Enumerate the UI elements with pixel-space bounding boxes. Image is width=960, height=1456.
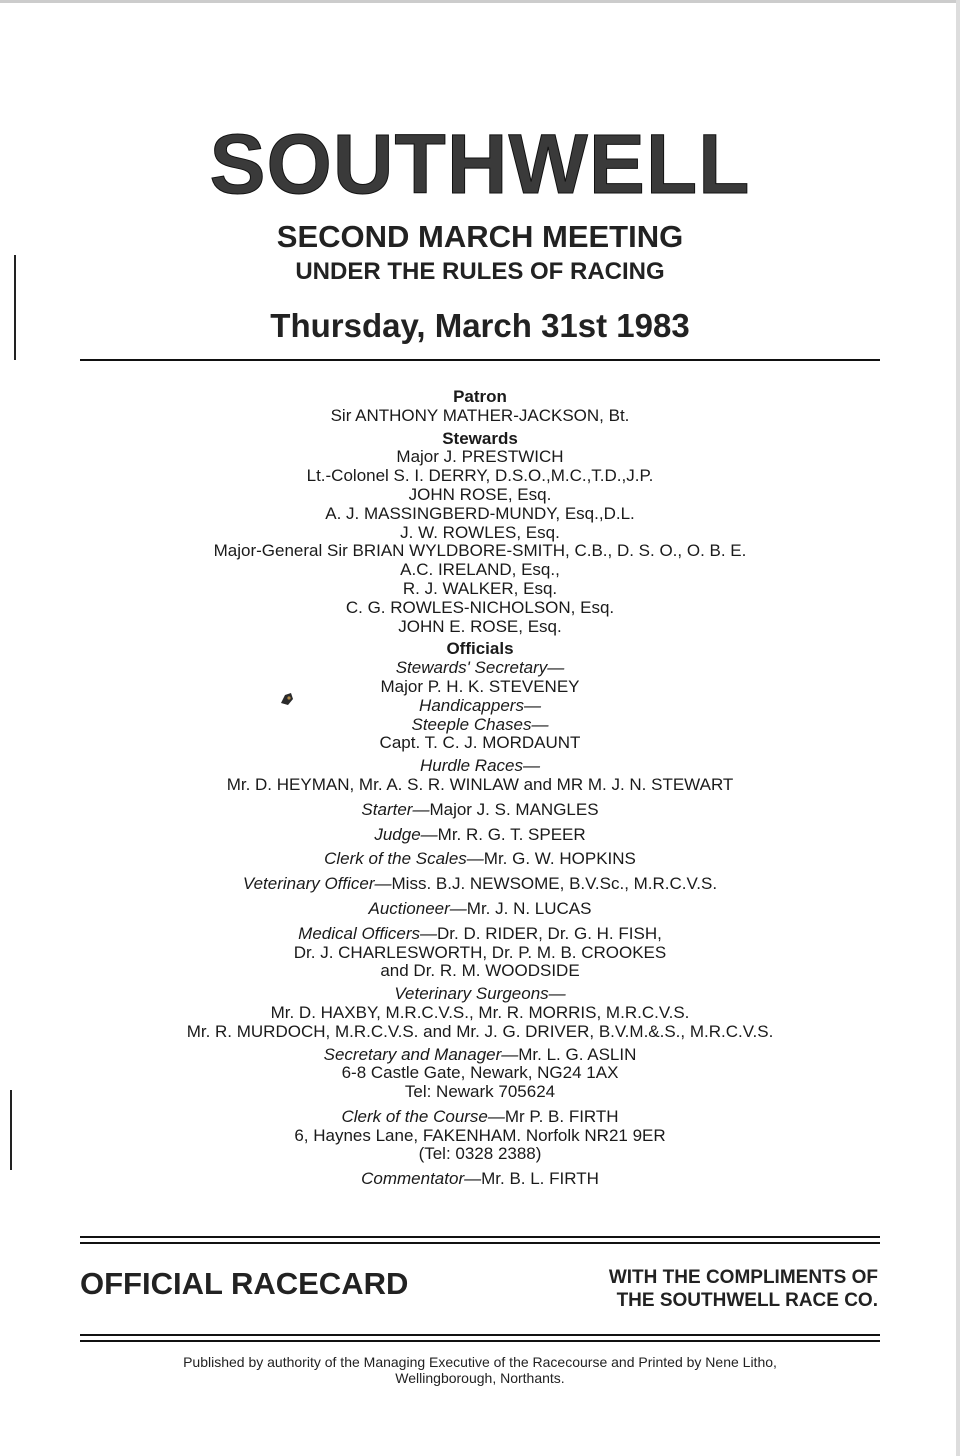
commentator-line <box>60 1170 900 1189</box>
secretary-address: 6-8 Castle Gate, Newark, NG24 1AX <box>341 1063 619 1083</box>
auctioneer-line <box>60 900 900 919</box>
binding-mark <box>10 1090 12 1170</box>
judge-role: Judge— <box>374 824 438 844</box>
secretary-telephone: Tel: Newark 705624 <box>404 1082 556 1102</box>
commentator-name: Mr. B. L. FIRTH <box>481 1169 599 1189</box>
steward-name: JOHN ROSE, Esq. <box>408 484 552 504</box>
vet-officer-name: Miss. B.J. NEWSOME, B.V.Sc., M.R.C.V.S. <box>391 874 718 894</box>
official-racecard-label: OFFICIAL RACECARD <box>80 1266 409 1301</box>
vet-surgeons-role: Veterinary Surgeons— <box>394 984 566 1004</box>
medical-names: Dr. D. RIDER, Dr. G. H. FISH, <box>437 923 662 943</box>
patron-name: Sir ANTHONY MATHER-JACKSON, Bt. <box>330 405 630 425</box>
compliments-block <box>609 1266 878 1312</box>
vet-surgeons-names: Mr. D. HAXBY, M.R.C.V.S., Mr. R. MORRIS, M.R.C.V.S. <box>270 1002 690 1022</box>
commentator-role: Commentator— <box>361 1169 482 1189</box>
starter-role: Starter— <box>361 799 430 819</box>
officials-heading: Officials <box>446 639 514 659</box>
clerk-course-line <box>60 1108 900 1127</box>
medical-names: Dr. J. CHARLESWORTH, Dr. P. M. B. CROOKES <box>293 942 667 962</box>
clerk-scales-name: Mr. G. W. HOPKINS <box>483 849 636 869</box>
clerk-course-role: Clerk of the Course— <box>341 1106 505 1126</box>
auctioneer-role: Auctioneer— <box>368 898 467 918</box>
page-top-edge <box>0 0 960 3</box>
clerk-course-name: Mr P. B. FIRTH <box>504 1106 619 1126</box>
steward-name: JOHN E. ROSE, Esq. <box>398 616 562 636</box>
clerk-scales-role: Clerk of the Scales— <box>324 849 484 869</box>
compliments-line: THE SOUTHWELL RACE CO. <box>616 1290 878 1311</box>
compliments-line: WITH THE COMPLIMENTS OF <box>608 1267 878 1288</box>
publisher-note <box>80 1354 880 1386</box>
meeting-title: SECOND MARCH MEETING <box>276 219 684 254</box>
judge-name: Mr. R. G. T. SPEER <box>437 824 586 844</box>
steward-name: A. J. MASSINGBERD-MUNDY, Esq.,D.L. <box>325 503 635 523</box>
steeple-chases-role: Steeple Chases— <box>411 714 549 734</box>
stewards-heading: Stewards <box>442 428 518 448</box>
patron-heading: Patron <box>453 387 507 406</box>
vet-officer-role: Veterinary Officer— <box>242 874 392 894</box>
medical-names: and Dr. R. M. WOODSIDE <box>380 961 580 981</box>
meeting-date: Thursday, March 31st 1983 <box>270 307 690 344</box>
clerk-course-address: 6, Haynes Lane, FAKENHAM. Norfolk NR21 9ER <box>294 1125 666 1145</box>
hurdle-races-handicappers: Mr. D. HEYMAN, Mr. A. S. R. WINLAW and MR M. J. N. STEWART <box>226 774 734 794</box>
stewards-secretary-role: Stewards' Secretary— <box>395 658 565 678</box>
clerk-scales-line <box>60 850 900 869</box>
page-right-edge <box>956 0 960 1456</box>
secretary-name: Mr. L. G. ASLIN <box>518 1044 637 1064</box>
publisher-line: Published by authority of the Managing Executive of the Racecourse and Printed by Nene Litho, <box>183 1354 777 1370</box>
steward-name: A.C. IRELAND, Esq., <box>400 560 560 580</box>
footer-double-rule <box>80 1236 880 1244</box>
secretary-line <box>60 1046 900 1065</box>
starter-line <box>60 801 900 820</box>
vet-surgeons-names: Mr. R. MURDOCH, M.R.C.V.S. and Mr. J. G. DRIVER, B.V.M.&.S., M.R.C.V.S. <box>186 1021 774 1041</box>
auctioneer-name: Mr. J. N. LUCAS <box>466 898 592 918</box>
medical-line <box>60 925 900 944</box>
steward-name: J. W. ROWLES, Esq. <box>400 522 560 542</box>
steeple-chases-handicapper: Capt. T. C. J. MORDAUNT <box>379 733 581 753</box>
steward-name: Major-General Sir BRIAN WYLDBORE-SMITH, C.B., D. S. O., O. B. E. <box>213 541 747 561</box>
header-divider <box>80 359 880 361</box>
ink-blot-icon <box>279 691 295 707</box>
steward-name: Major J. PRESTWICH <box>396 447 564 467</box>
officials-list <box>60 388 900 1189</box>
clerk-course-telephone: (Tel: 0328 2388) <box>418 1144 542 1164</box>
steward-name: R. J. WALKER, Esq. <box>402 578 558 598</box>
publisher-line: Wellingborough, Northants. <box>395 1370 565 1386</box>
secretary-role: Secretary and Manager— <box>323 1044 519 1064</box>
page-title: SOUTHWELL <box>209 117 751 211</box>
handicappers-role: Handicappers— <box>419 695 541 715</box>
stewards-secretary: Major P. H. K. STEVENEY <box>380 676 580 696</box>
judge-line <box>60 826 900 845</box>
steward-name: Lt.-Colonel S. I. DERRY, D.S.O.,M.C.,T.D.,J.P. <box>306 466 654 486</box>
vet-officer-line <box>60 875 900 894</box>
medical-role: Medical Officers— <box>298 923 438 943</box>
bottom-double-rule <box>80 1334 880 1342</box>
rules-subtitle: UNDER THE RULES OF RACING <box>295 258 665 285</box>
starter-name: Major J. S. MANGLES <box>429 799 599 819</box>
hurdle-races-role: Hurdle Races— <box>420 756 540 776</box>
steward-name: C. G. ROWLES-NICHOLSON, Esq. <box>345 597 615 617</box>
